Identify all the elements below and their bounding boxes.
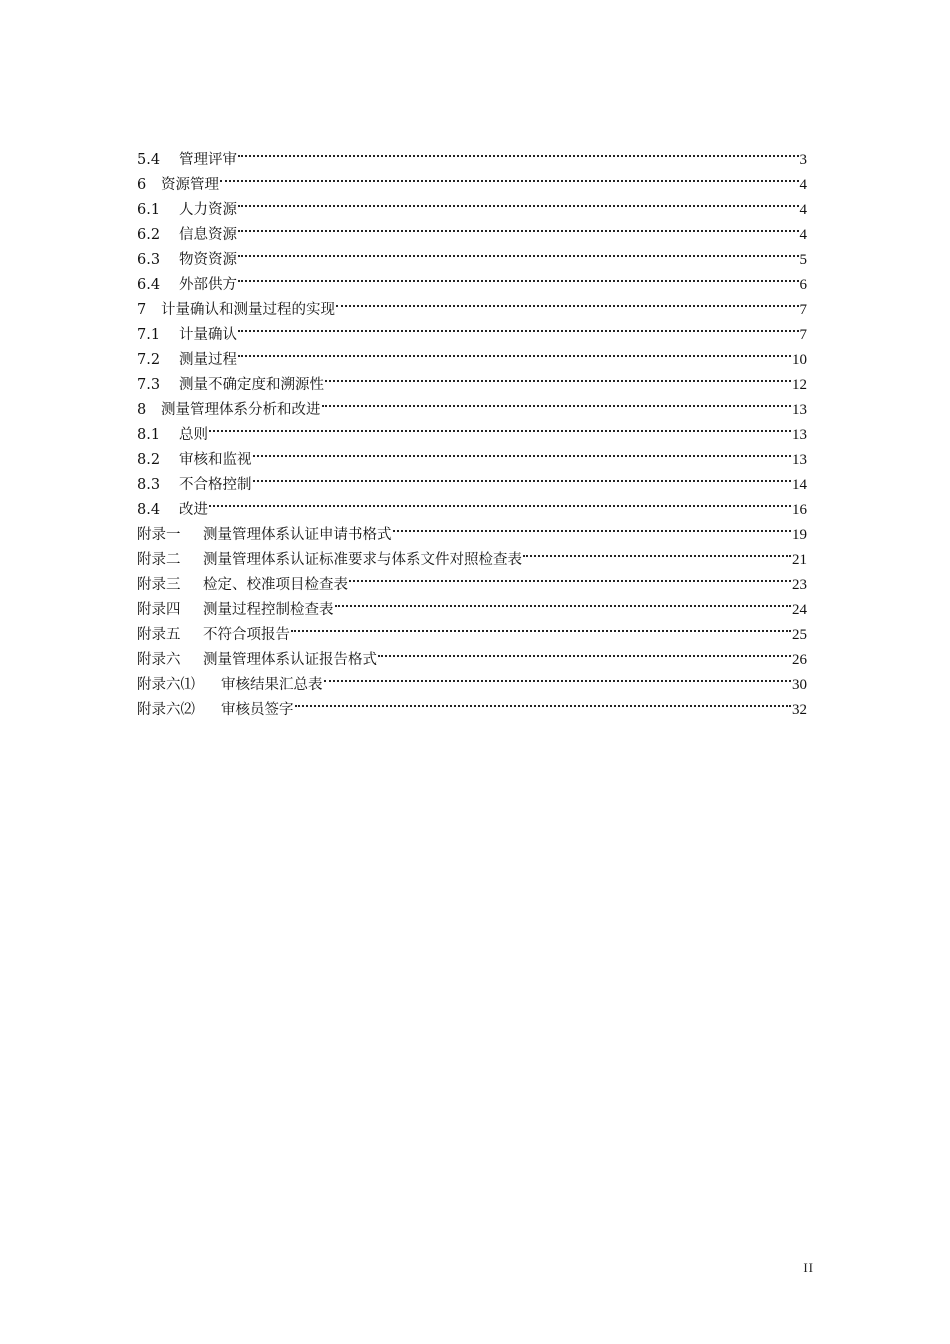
toc-entry-title: 改进	[179, 502, 208, 518]
toc-entry-title: 检定、校准项目检查表	[203, 577, 348, 593]
toc-entry-page: 4	[799, 227, 807, 243]
toc-entry-number: 附录三	[137, 577, 181, 593]
toc-entry-number: 8.1	[137, 427, 161, 443]
toc-dot-leader	[238, 214, 799, 239]
toc-entry[interactable]	[137, 489, 807, 518]
toc-entry-page: 13	[792, 427, 807, 443]
toc-entry[interactable]	[137, 264, 807, 293]
toc-entry-title: 不合格控制	[179, 477, 252, 493]
toc-entry[interactable]	[137, 364, 807, 393]
toc-dot-leader	[209, 414, 791, 439]
toc-entry-title: 人力资源	[179, 202, 237, 218]
toc-entry-title: 测量过程	[179, 352, 237, 368]
page-number: II	[803, 1260, 814, 1275]
toc-entry[interactable]	[137, 314, 807, 343]
toc-dot-leader	[253, 439, 792, 464]
toc-dot-leader	[325, 364, 791, 389]
toc-entry-title: 审核结果汇总表	[221, 677, 323, 693]
toc-dot-leader	[324, 664, 792, 689]
toc-entry-number: 附录六⑵	[137, 702, 195, 718]
toc-entry[interactable]	[137, 289, 807, 318]
toc-entry-page: 6	[799, 277, 807, 293]
toc-entry-page: 14	[792, 477, 807, 493]
toc-entry-title: 计量确认	[179, 327, 237, 343]
toc-dot-leader	[209, 489, 791, 514]
toc-entry-page: 13	[792, 402, 807, 418]
toc-entry-title: 外部供方	[179, 277, 237, 293]
toc-entry-page: 7	[799, 327, 807, 343]
toc-dot-leader	[322, 389, 792, 414]
toc-entry-number: 6	[137, 177, 147, 193]
toc-entry-title: 测量管理体系分析和改进	[161, 402, 321, 418]
toc-entry-title: 审核员签字	[221, 702, 294, 718]
toc-entry-number: 附录六	[137, 652, 181, 668]
toc-entry-title: 信息资源	[179, 227, 237, 243]
toc-entry-title: 测量不确定度和溯源性	[179, 377, 324, 393]
toc-entry[interactable]	[137, 189, 807, 218]
toc-dot-leader	[291, 614, 791, 639]
table-of-contents	[137, 139, 807, 718]
toc-dot-leader	[349, 564, 791, 589]
toc-entry-page: 12	[792, 377, 807, 393]
toc-dot-leader	[238, 339, 791, 364]
toc-entry[interactable]	[137, 339, 807, 368]
toc-entry-number: 附录四	[137, 602, 181, 618]
toc-entry-page: 25	[792, 627, 807, 643]
toc-entry-page: 23	[792, 577, 807, 593]
toc-entry-title: 测量过程控制检查表	[203, 602, 334, 618]
toc-dot-leader	[238, 139, 799, 164]
toc-dot-leader	[253, 464, 792, 489]
toc-entry-page: 19	[792, 527, 807, 543]
toc-entry-page: 30	[792, 677, 807, 693]
toc-entry-number: 7.1	[137, 327, 161, 343]
toc-entry-number: 8.4	[137, 502, 161, 518]
toc-dot-leader	[393, 514, 792, 539]
toc-dot-leader	[220, 164, 799, 189]
toc-entry-title: 测量管理体系认证申请书格式	[203, 527, 392, 543]
toc-entry-number: 附录一	[137, 527, 181, 543]
toc-dot-leader	[295, 689, 792, 714]
toc-dot-leader	[238, 239, 799, 264]
toc-entry-number: 附录二	[137, 552, 181, 568]
toc-entry[interactable]	[137, 214, 807, 243]
toc-entry-title: 不符合项报告	[203, 627, 290, 643]
toc-entry-number: 6.2	[137, 227, 161, 243]
toc-entry-page: 24	[792, 602, 807, 618]
toc-entry-number: 7	[137, 302, 147, 318]
toc-entry-number: 附录五	[137, 627, 181, 643]
toc-entry-title: 资源管理	[161, 177, 219, 193]
toc-dot-leader	[238, 189, 799, 214]
toc-entry[interactable]	[137, 139, 807, 168]
toc-entry[interactable]	[137, 164, 807, 193]
toc-entry[interactable]	[137, 414, 807, 443]
toc-entry-page: 13	[792, 452, 807, 468]
toc-entry-number: 6.1	[137, 202, 161, 218]
toc-entry-page: 4	[799, 202, 807, 218]
toc-entry-number: 8	[137, 402, 147, 418]
toc-entry-number: 7.3	[137, 377, 161, 393]
toc-entry-number: 附录六⑴	[137, 677, 195, 693]
toc-dot-leader	[336, 289, 799, 314]
toc-dot-leader	[335, 589, 792, 614]
toc-entry-title: 审核和监视	[179, 452, 252, 468]
toc-entry-number: 6.4	[137, 277, 161, 293]
toc-entry-title: 计量确认和测量过程的实现	[161, 302, 335, 318]
toc-entry-title: 总则	[179, 427, 208, 443]
toc-entry-number: 6.3	[137, 252, 161, 268]
toc-entry-page: 5	[799, 252, 807, 268]
toc-entry-number: 8.3	[137, 477, 161, 493]
toc-entry[interactable]	[137, 239, 807, 268]
toc-entry-page: 4	[799, 177, 807, 193]
toc-dot-leader	[238, 264, 799, 289]
toc-entry-title: 测量管理体系认证报告格式	[203, 652, 377, 668]
toc-dot-leader	[523, 539, 791, 564]
toc-entry-page: 10	[792, 352, 807, 368]
toc-entry-page: 3	[799, 152, 807, 168]
toc-entry-page: 21	[792, 552, 807, 568]
toc-entry-title: 管理评审	[179, 152, 237, 168]
toc-entry[interactable]	[137, 514, 807, 543]
toc-entry-title: 测量管理体系认证标准要求与体系文件对照检查表	[203, 552, 522, 568]
toc-entry-number: 5.4	[137, 152, 161, 168]
toc-entry-title: 物资资源	[179, 252, 237, 268]
toc-dot-leader	[378, 639, 791, 664]
toc-entry-page: 26	[792, 652, 807, 668]
toc-entry-page: 7	[799, 302, 807, 318]
toc-entry-number: 8.2	[137, 452, 161, 468]
toc-entry[interactable]	[137, 439, 807, 468]
toc-dot-leader	[238, 314, 799, 339]
toc-entry-number: 7.2	[137, 352, 161, 368]
toc-entry-page: 16	[792, 502, 807, 518]
toc-entry-page: 32	[792, 702, 807, 718]
